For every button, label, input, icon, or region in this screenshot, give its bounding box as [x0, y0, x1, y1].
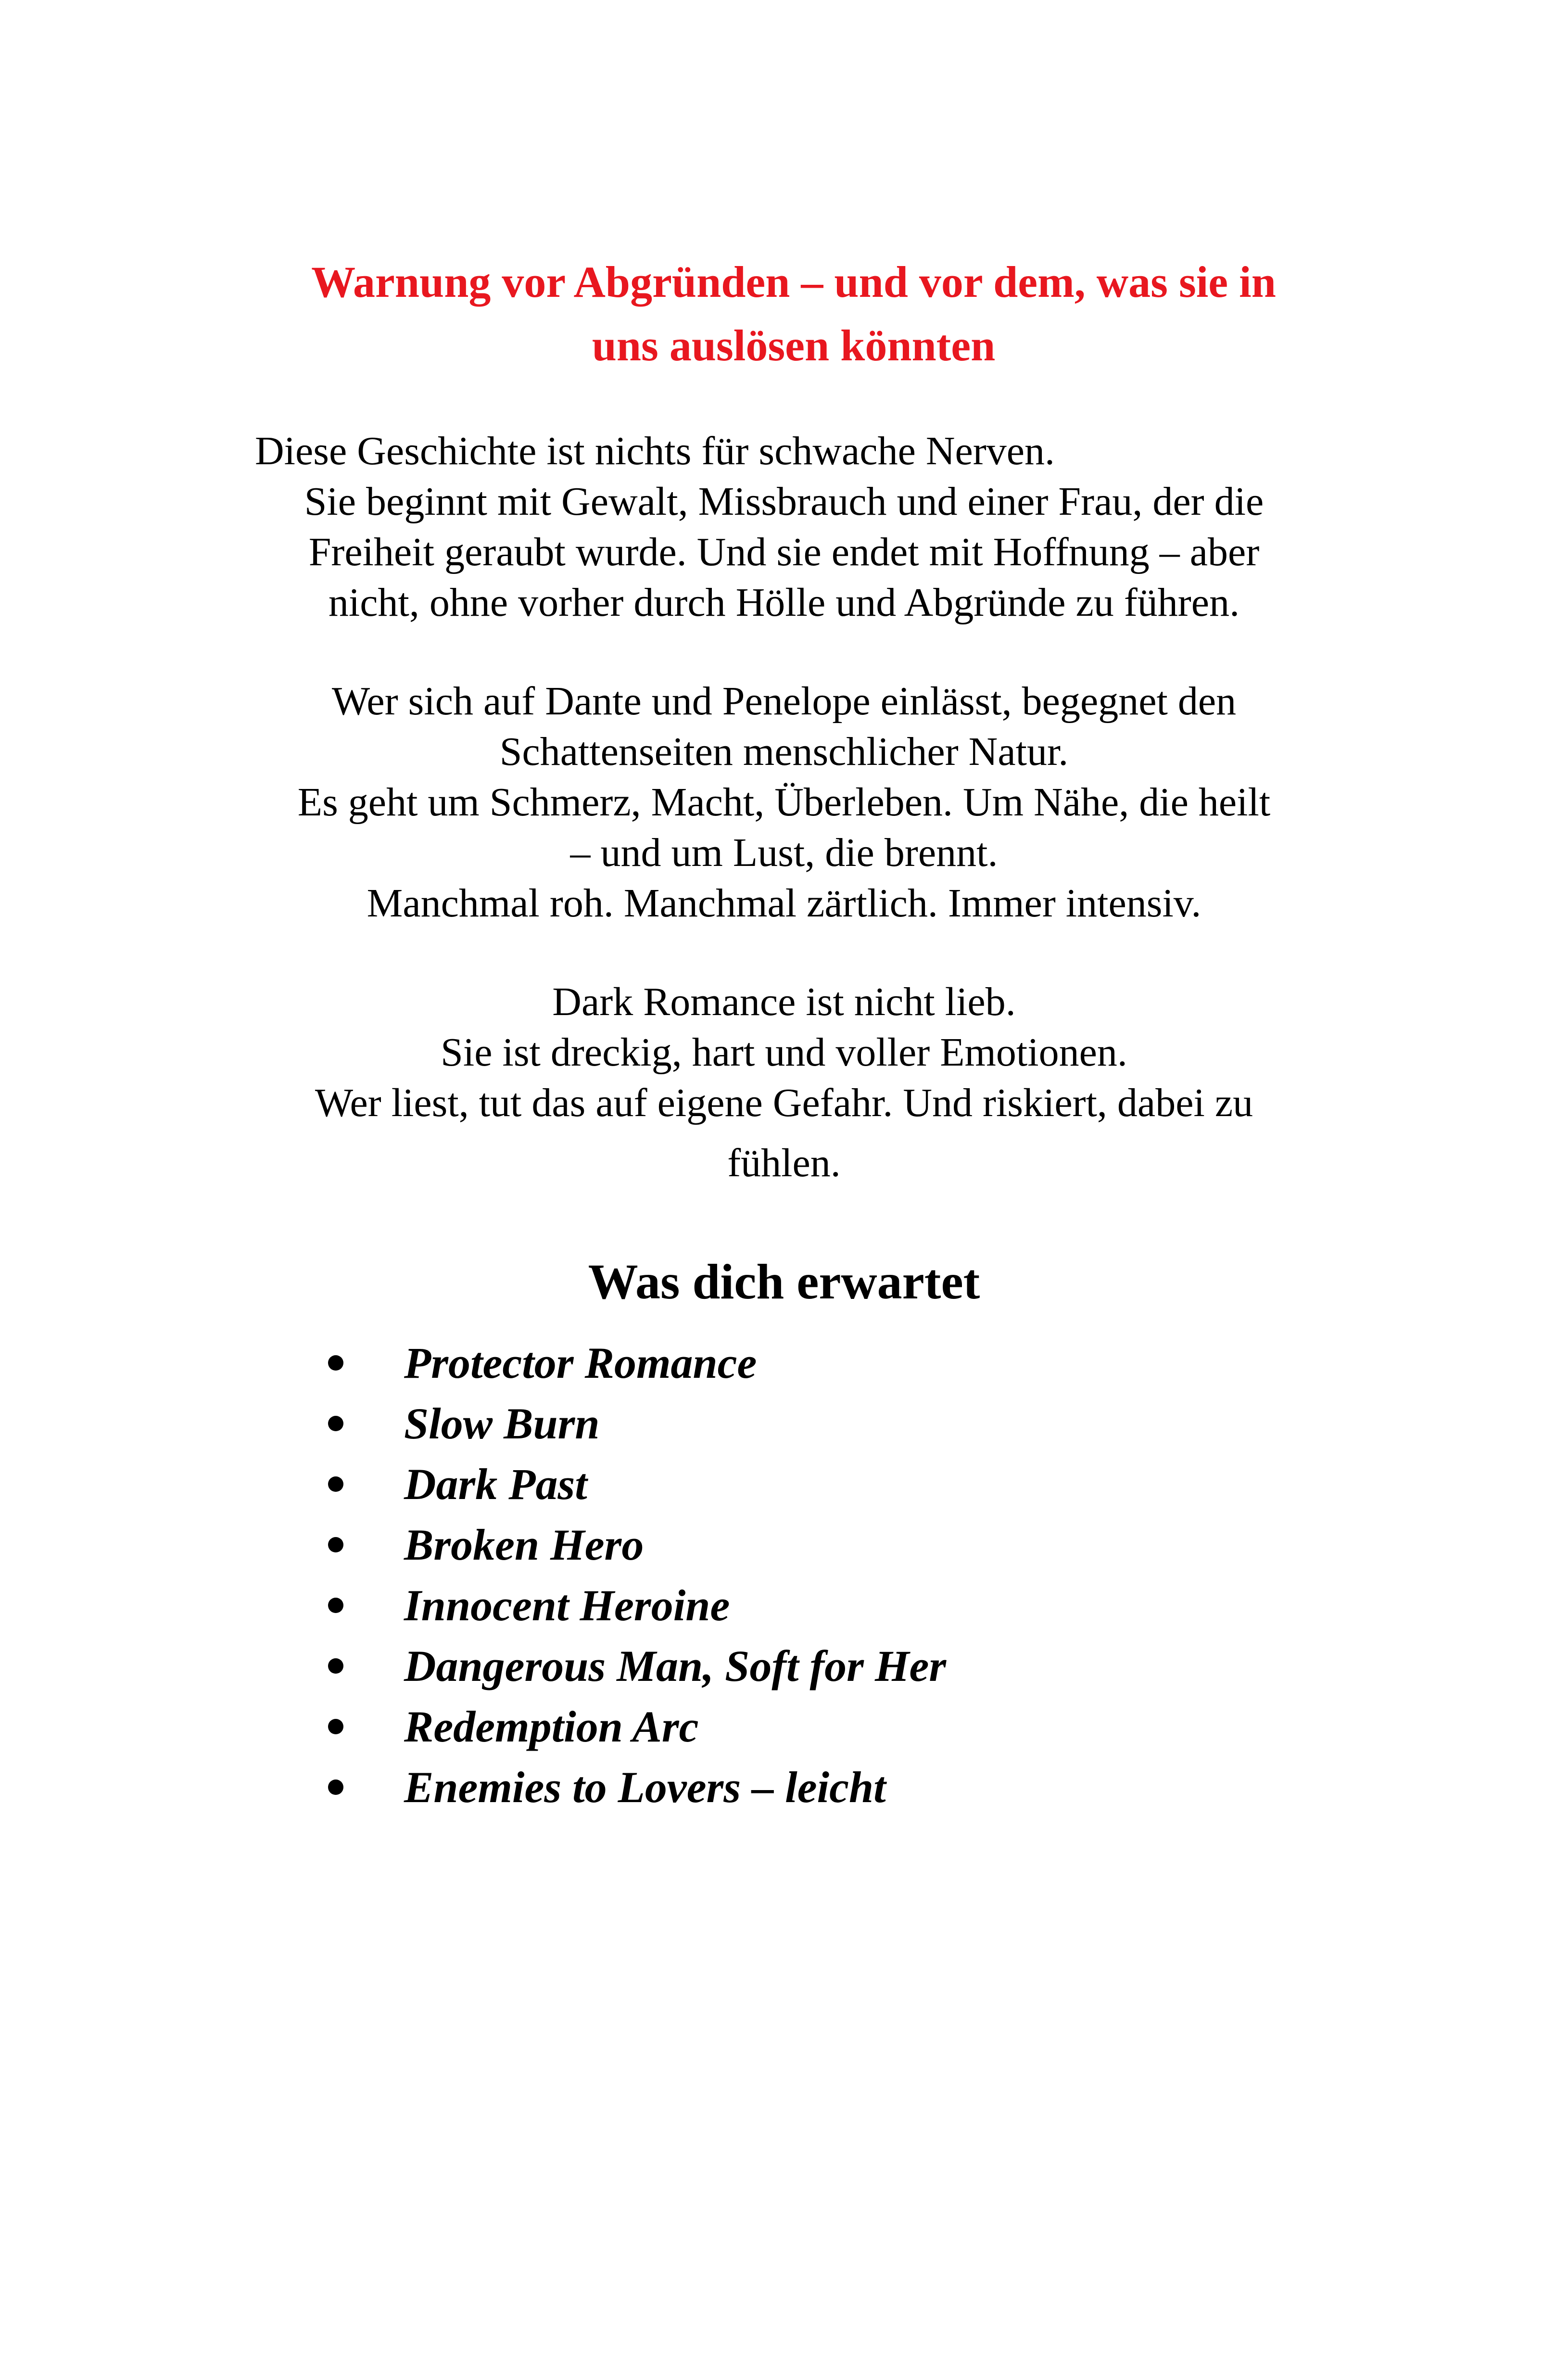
- bullet-icon: [328, 1658, 343, 1674]
- trope-label: Enemies to Lovers – leicht: [404, 1763, 886, 1812]
- trope-label: Innocent Heroine: [404, 1581, 730, 1630]
- bullet-icon: [328, 1598, 343, 1613]
- trope-label: Protector Romance: [404, 1338, 757, 1387]
- trope-label: Broken Hero: [404, 1520, 644, 1569]
- intro-line: – und um Lust, die brennt.: [570, 830, 998, 875]
- intro-line: Manchmal roh. Manchmal zärtlich. Immer intensiv.: [367, 881, 1201, 926]
- bullet-icon: [328, 1476, 343, 1492]
- trope-label: Dark Past: [404, 1460, 587, 1509]
- intro-line: Dark Romance ist nicht lieb.: [552, 979, 1016, 1024]
- intro-line: Wer liest, tut das auf eigene Gefahr. Und riskiert, dabei zu: [315, 1080, 1253, 1125]
- bullet-icon: [328, 1779, 343, 1795]
- trope-label: Redemption Arc: [404, 1702, 699, 1751]
- bullet-icon: [328, 1719, 343, 1734]
- intro-line: Sie ist dreckig, hart und voller Emotionen.: [441, 1030, 1127, 1075]
- bullet-icon: [328, 1537, 343, 1552]
- warning-title-line-1: Warnung vor Abgründen – und vor dem, was sie in: [311, 257, 1276, 306]
- intro-line: Wer sich auf Dante und Penelope einlässt, begegnet den: [331, 679, 1237, 724]
- intro-line: Schattenseiten menschlicher Natur.: [499, 729, 1069, 774]
- trope-label: Slow Burn: [404, 1399, 600, 1448]
- warning-title: [250, 250, 1337, 377]
- intro-line: Sie beginnt mit Gewalt, Missbrauch und einer Frau, der die: [304, 479, 1264, 524]
- intro-line: Es geht um Schmerz, Macht, Überleben. Um Nähe, die heilt: [297, 780, 1271, 825]
- bullet-icon: [328, 1416, 343, 1431]
- intro-line: fühlen.: [727, 1141, 841, 1185]
- intro-line: Freiheit geraubt wurde. Und sie endet mit Hoffnung – aber: [308, 530, 1260, 574]
- section-heading: Was dich erwartet: [588, 1254, 980, 1309]
- intro-line: Diese Geschichte ist nichts für schwache Nerven.: [255, 429, 1055, 473]
- warning-title-line-2: uns auslösen könnten: [592, 321, 996, 370]
- intro-line: nicht, ohne vorher durch Hölle und Abgründe zu führen.: [328, 580, 1240, 625]
- bullet-icon: [328, 1355, 343, 1371]
- trope-label: Dangerous Man, Soft for Her: [404, 1641, 947, 1690]
